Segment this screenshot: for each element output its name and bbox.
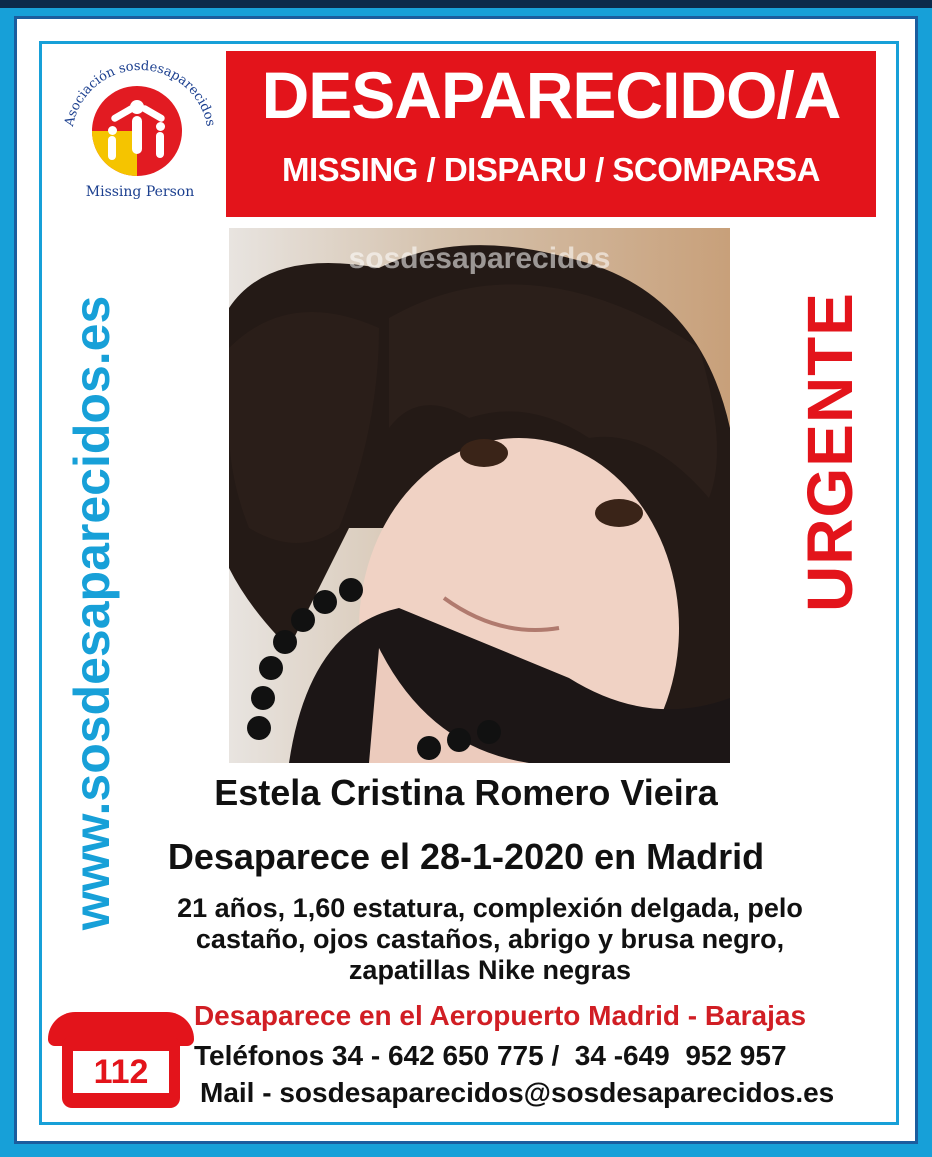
header-subtitle: MISSING / DISPARU / SCOMPARSA (282, 151, 820, 188)
phone-icon (48, 1012, 194, 1108)
missing-person-photo (229, 228, 730, 763)
header-title: DESAPARECIDO/A (261, 58, 841, 132)
contact-phones: Teléfonos 34 - 642 650 775 / 34 -649 952 957 (194, 1040, 787, 1071)
person-name: Estela Cristina Romero Vieira (214, 772, 718, 813)
urgent-vertical-text: URGENTE (794, 292, 866, 612)
emergency-number: 112 (70, 1048, 172, 1096)
description-line: castaño, ojos castaños, abrigo y brusa negro, (195, 924, 785, 954)
description-line: 21 años, 1,60 estatura, complexión delgada, pelo (177, 893, 803, 923)
disappearance-date: Desaparece el 28-1-2020 en Madrid (167, 836, 765, 877)
contact-mail: Mail - sosdesaparecidos@sosdesaparecidos.es (200, 1077, 835, 1108)
logo-caption: Missing Person (85, 184, 195, 200)
top-bar (0, 0, 932, 8)
disappearance-location: Desaparece en el Aeropuerto Madrid - Barajas (193, 1000, 807, 1031)
person-description (110, 893, 870, 986)
header-banner (226, 51, 876, 217)
photo-watermark: sosdesaparecidos (348, 242, 611, 275)
description-line: zapatillas Nike negras (348, 955, 632, 985)
website-vertical-text: www.sosdesaparecidos.es (64, 295, 120, 931)
portrait-illustration (229, 228, 730, 763)
svg-text:Asociación sosdesaparecidos: Asociación sosdesaparecidos (62, 58, 218, 128)
